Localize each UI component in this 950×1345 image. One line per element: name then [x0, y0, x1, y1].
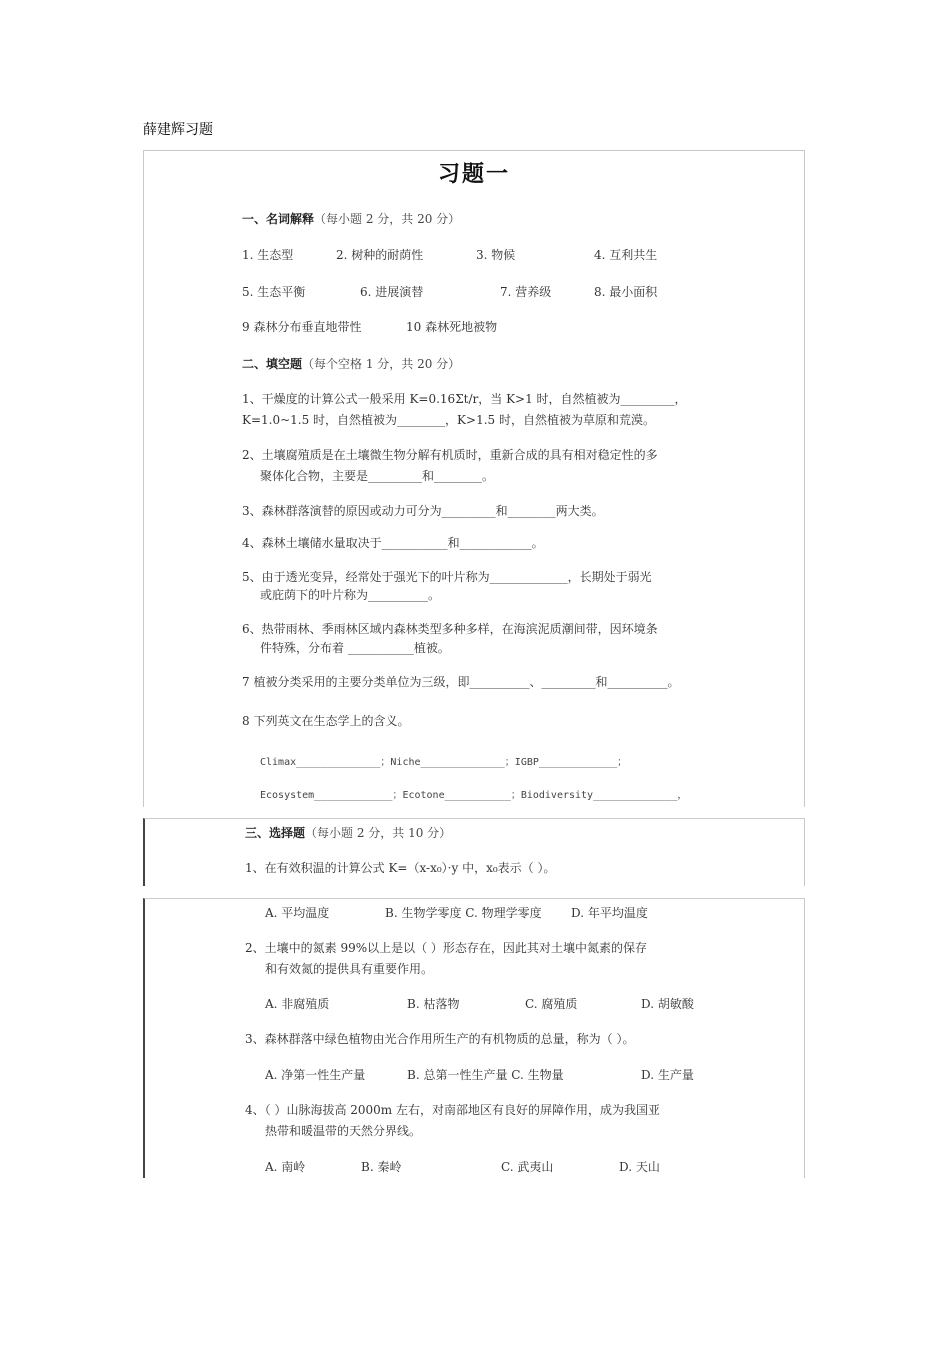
term-item: 7. 营养级: [500, 285, 552, 299]
question-line: 热带和暖温带的天然分界线。: [265, 1124, 422, 1138]
question-line: 2、土壤腐殖质是在土壤微生物分解有机质时，重新合成的具有相对稳定性的多: [242, 448, 658, 462]
question-line: 1、干燥度的计算公式一般采用 K=0.16Σt/r，当 K>1 时，自然植被为_________，: [242, 392, 687, 406]
exercise-scan-page-3: [143, 898, 805, 1178]
question-line: 2、土壤中的氮素 99%以上是以（ ）形态存在，因此其对土壤中氮素的保存: [245, 941, 647, 955]
option: A. 南岭: [265, 1160, 306, 1174]
section-heading-choice: [245, 824, 451, 841]
term-item: 8. 最小面积: [594, 285, 658, 299]
option: D. 胡敏酸: [641, 997, 694, 1011]
exercise-scan-page-1: [143, 150, 805, 807]
question-line: 7 植被分类采用的主要分类单位为三级，即__________、_________和__________。: [242, 675, 680, 689]
question-line: 6、热带雨林、季雨林区域内森林类型多种多样，在海滨泥质潮间带，因环境条: [242, 622, 658, 636]
question-line: 件特殊，分布着 ___________植被。: [260, 641, 450, 655]
option: A. 净第一性生产量: [265, 1068, 366, 1082]
question-line: K=1.0~1.5 时，自然植被为________，K>1.5 时，自然植被为草原和荒漠。: [242, 413, 655, 427]
question-line: 3、森林群落演替的原因或动力可分为_________和________两大类。: [242, 504, 604, 518]
option: B. 秦岭: [361, 1160, 402, 1174]
term-item: 4. 互利共生: [594, 248, 658, 262]
section-head: 三、选择题: [245, 826, 306, 840]
option: B. 总第一性生产量 C. 生物量: [407, 1068, 564, 1082]
option: B. 枯落物: [407, 997, 460, 1011]
exercise-title: 习题一: [437, 162, 510, 187]
term-item: 6. 进展演替: [360, 285, 424, 299]
term-item: 9 森林分布垂直地带性: [242, 320, 362, 334]
option: C. 武夷山: [501, 1160, 554, 1174]
question-line: 5、由于透光变异，经常处于强光下的叶片称为_____________，长期处于弱光: [242, 570, 652, 584]
option: B. 生物学零度 C. 物理学零度: [385, 906, 542, 920]
english-terms-line: Climax______________；Niche______________；IGBP_____________；: [260, 757, 628, 768]
option: C. 腐殖质: [525, 997, 578, 1011]
term-item: 3. 物候: [476, 248, 516, 262]
question-line: 3、森林群落中绿色植物由光合作用所生产的有机物质的总量，称为（ ）。: [245, 1032, 635, 1046]
question-line: 4、森林土壤储水量取决于___________和____________。: [242, 536, 544, 550]
section-heading-fill: [242, 355, 460, 372]
section-note: （每小题 2 分，共 20 分）: [314, 212, 461, 226]
question-line: 4、（ ）山脉海拔高 2000m 左右，对南部地区有良好的屏障作用，成为我国亚: [245, 1103, 660, 1117]
section-head: 二、填空题: [242, 357, 303, 371]
section-note: （每小题 2 分，共 10 分）: [305, 826, 452, 840]
section-note: （每个空格 1 分，共 20 分）: [302, 357, 461, 371]
term-item: 2. 树种的耐荫性: [336, 248, 424, 262]
term-item: 5. 生态平衡: [242, 285, 306, 299]
document-title: 薛建辉习题: [143, 122, 213, 138]
term-item: 10 森林死地被物: [406, 320, 498, 334]
exercise-scan-page-2: [143, 818, 805, 886]
section-head: 一、名词解释: [242, 212, 315, 226]
option: A. 非腐殖质: [265, 997, 330, 1011]
question-line: 和有效氮的提供具有重要作用。: [265, 962, 434, 976]
english-terms-line: Ecosystem_____________；Ecotone___________；Biodiversity______________，: [260, 790, 688, 801]
question-line: 聚体化合物，主要是_________和________。: [260, 469, 495, 483]
question-line: 8 下列英文在生态学上的含义。: [242, 714, 410, 728]
question-line: 或庇荫下的叶片称为__________。: [260, 588, 441, 602]
section-heading-terms: [242, 210, 460, 227]
question-line: 1、在有效积温的计算公式 K=（x-x₀）·y 中，x₀表示（ ）。: [245, 861, 556, 875]
term-item: 1. 生态型: [242, 248, 294, 262]
option: D. 天山: [619, 1160, 660, 1174]
option: A. 平均温度: [265, 906, 330, 920]
option: D. 生产量: [641, 1068, 694, 1082]
option: D. 年平均温度: [571, 906, 648, 920]
